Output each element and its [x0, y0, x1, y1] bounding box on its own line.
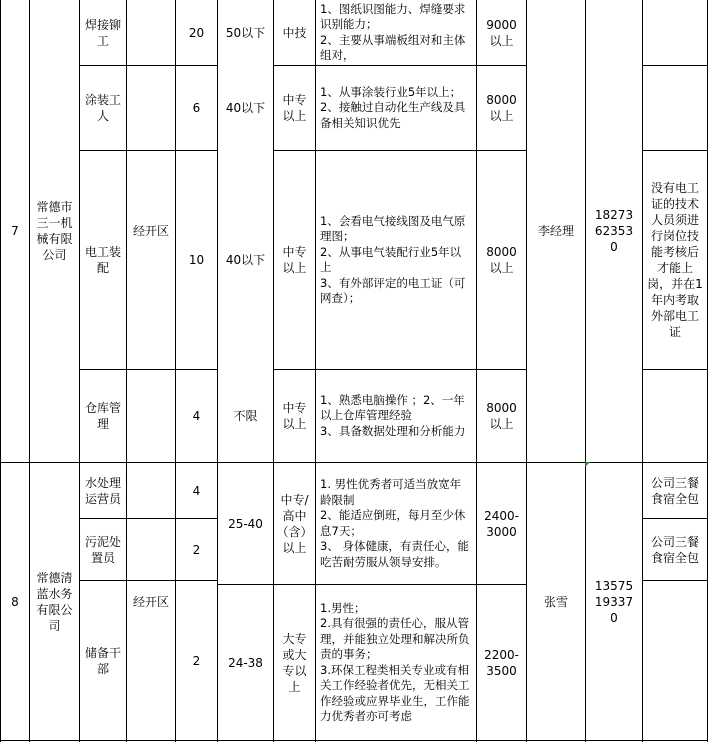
- job-requirements: 1.男性； 2.具有很强的责任心，服从管理，并能独立处理和解决所负责的事务； 3.环保工程类相关专业或有相关工作经验者优先，无相关工作经验或应界毕业生，工作能力优秀者亦可考虑: [320, 600, 470, 723]
- contact-phone: 13575193370: [594, 578, 634, 625]
- grid-line: [642, 369, 708, 370]
- job-salary: 2400-3000: [484, 508, 519, 539]
- job-salary: 8000以上: [486, 93, 517, 123]
- job-age: 24-38: [228, 655, 263, 670]
- job-education: 中专以上: [282, 93, 307, 123]
- row-number: 8: [11, 594, 19, 609]
- job-count: 4: [192, 483, 201, 498]
- job-count: 20: [188, 25, 205, 40]
- job-education: 大专或大专以上: [282, 631, 307, 694]
- job-title: 电工装配: [84, 245, 121, 275]
- job-note: 公司三餐食宿全包: [650, 475, 699, 506]
- grid-line: [642, 580, 708, 581]
- job-education: 中专/高中（含）以上: [276, 492, 313, 555]
- job-count: 6: [192, 101, 201, 115]
- row-number: 7: [11, 224, 19, 238]
- job-age: 40以下: [225, 253, 266, 267]
- company-name: 常德清蓝水务有限公司: [36, 570, 73, 633]
- grid-line: [642, 65, 708, 66]
- job-age: 25-40: [228, 516, 263, 531]
- job-requirements: 1、从事涂装行业5年以上； 2、接触过自动化生产线及具备相关知识优先: [320, 84, 466, 130]
- job-title: 焊接铆工: [84, 17, 121, 48]
- job-note: 没有电工证的技术人员须进行岗位技能考核后才能上岗，并在1年内考取外部电工证: [647, 181, 703, 339]
- job-requirements: 1、会看电气接线图及电气原理图； 2、从事电气装配行业5年以上 3、有外部评定的电工证（可网查）；: [320, 213, 466, 305]
- job-title: 污泥处置员: [84, 534, 121, 565]
- contact-phone: 18273623530: [594, 208, 634, 254]
- job-note: 公司三餐食宿全包: [650, 534, 699, 565]
- job-requirements: 1. 男性优秀者可适当放宽年龄限制 2、能适应倒班，每月至少休息7天； 3、 身体健康，有责任心，能吃苦耐劳服从领导安排。: [320, 477, 469, 569]
- job-education: 中专以上: [282, 245, 307, 275]
- job-title: 水处理运营员: [84, 475, 121, 506]
- job-requirements: 1、图纸识图能力、焊缝要求识别能力； 2、主要从事端板组对和主体组对，: [320, 1, 466, 62]
- grid-line: [0, 740, 708, 741]
- contact-person: 李经理: [537, 224, 574, 238]
- job-age: 不限: [233, 409, 258, 423]
- job-education: 中技: [282, 25, 307, 40]
- job-education: 中专以上: [282, 401, 307, 431]
- job-count: 4: [192, 409, 201, 423]
- job-title: 仓库管理: [84, 401, 121, 431]
- job-requirements: 1、熟悉电脑操作 ；2、一年以上仓库管理经验 3、具备数据处理和分析能力: [320, 392, 466, 438]
- job-salary: 2200-3500: [484, 647, 519, 678]
- work-area: 经开区: [132, 224, 169, 238]
- contact-person: 张雪: [543, 594, 568, 609]
- company-name: 常德市三一机械有限公司: [36, 200, 73, 262]
- job-salary: 9000以上: [486, 17, 517, 48]
- job-age: 50以下: [225, 25, 266, 40]
- job-count: 10: [188, 253, 205, 267]
- job-count: 2: [192, 542, 201, 557]
- job-age: 40以下: [225, 101, 266, 115]
- job-count: 2: [192, 653, 201, 668]
- job-title: 涂装工人: [84, 93, 121, 123]
- job-salary: 8000以上: [486, 245, 517, 275]
- job-title: 储备干部: [84, 645, 121, 676]
- grid-line: [642, 0, 643, 742]
- work-area: 经开区: [132, 594, 169, 609]
- job-salary: 8000以上: [486, 401, 517, 431]
